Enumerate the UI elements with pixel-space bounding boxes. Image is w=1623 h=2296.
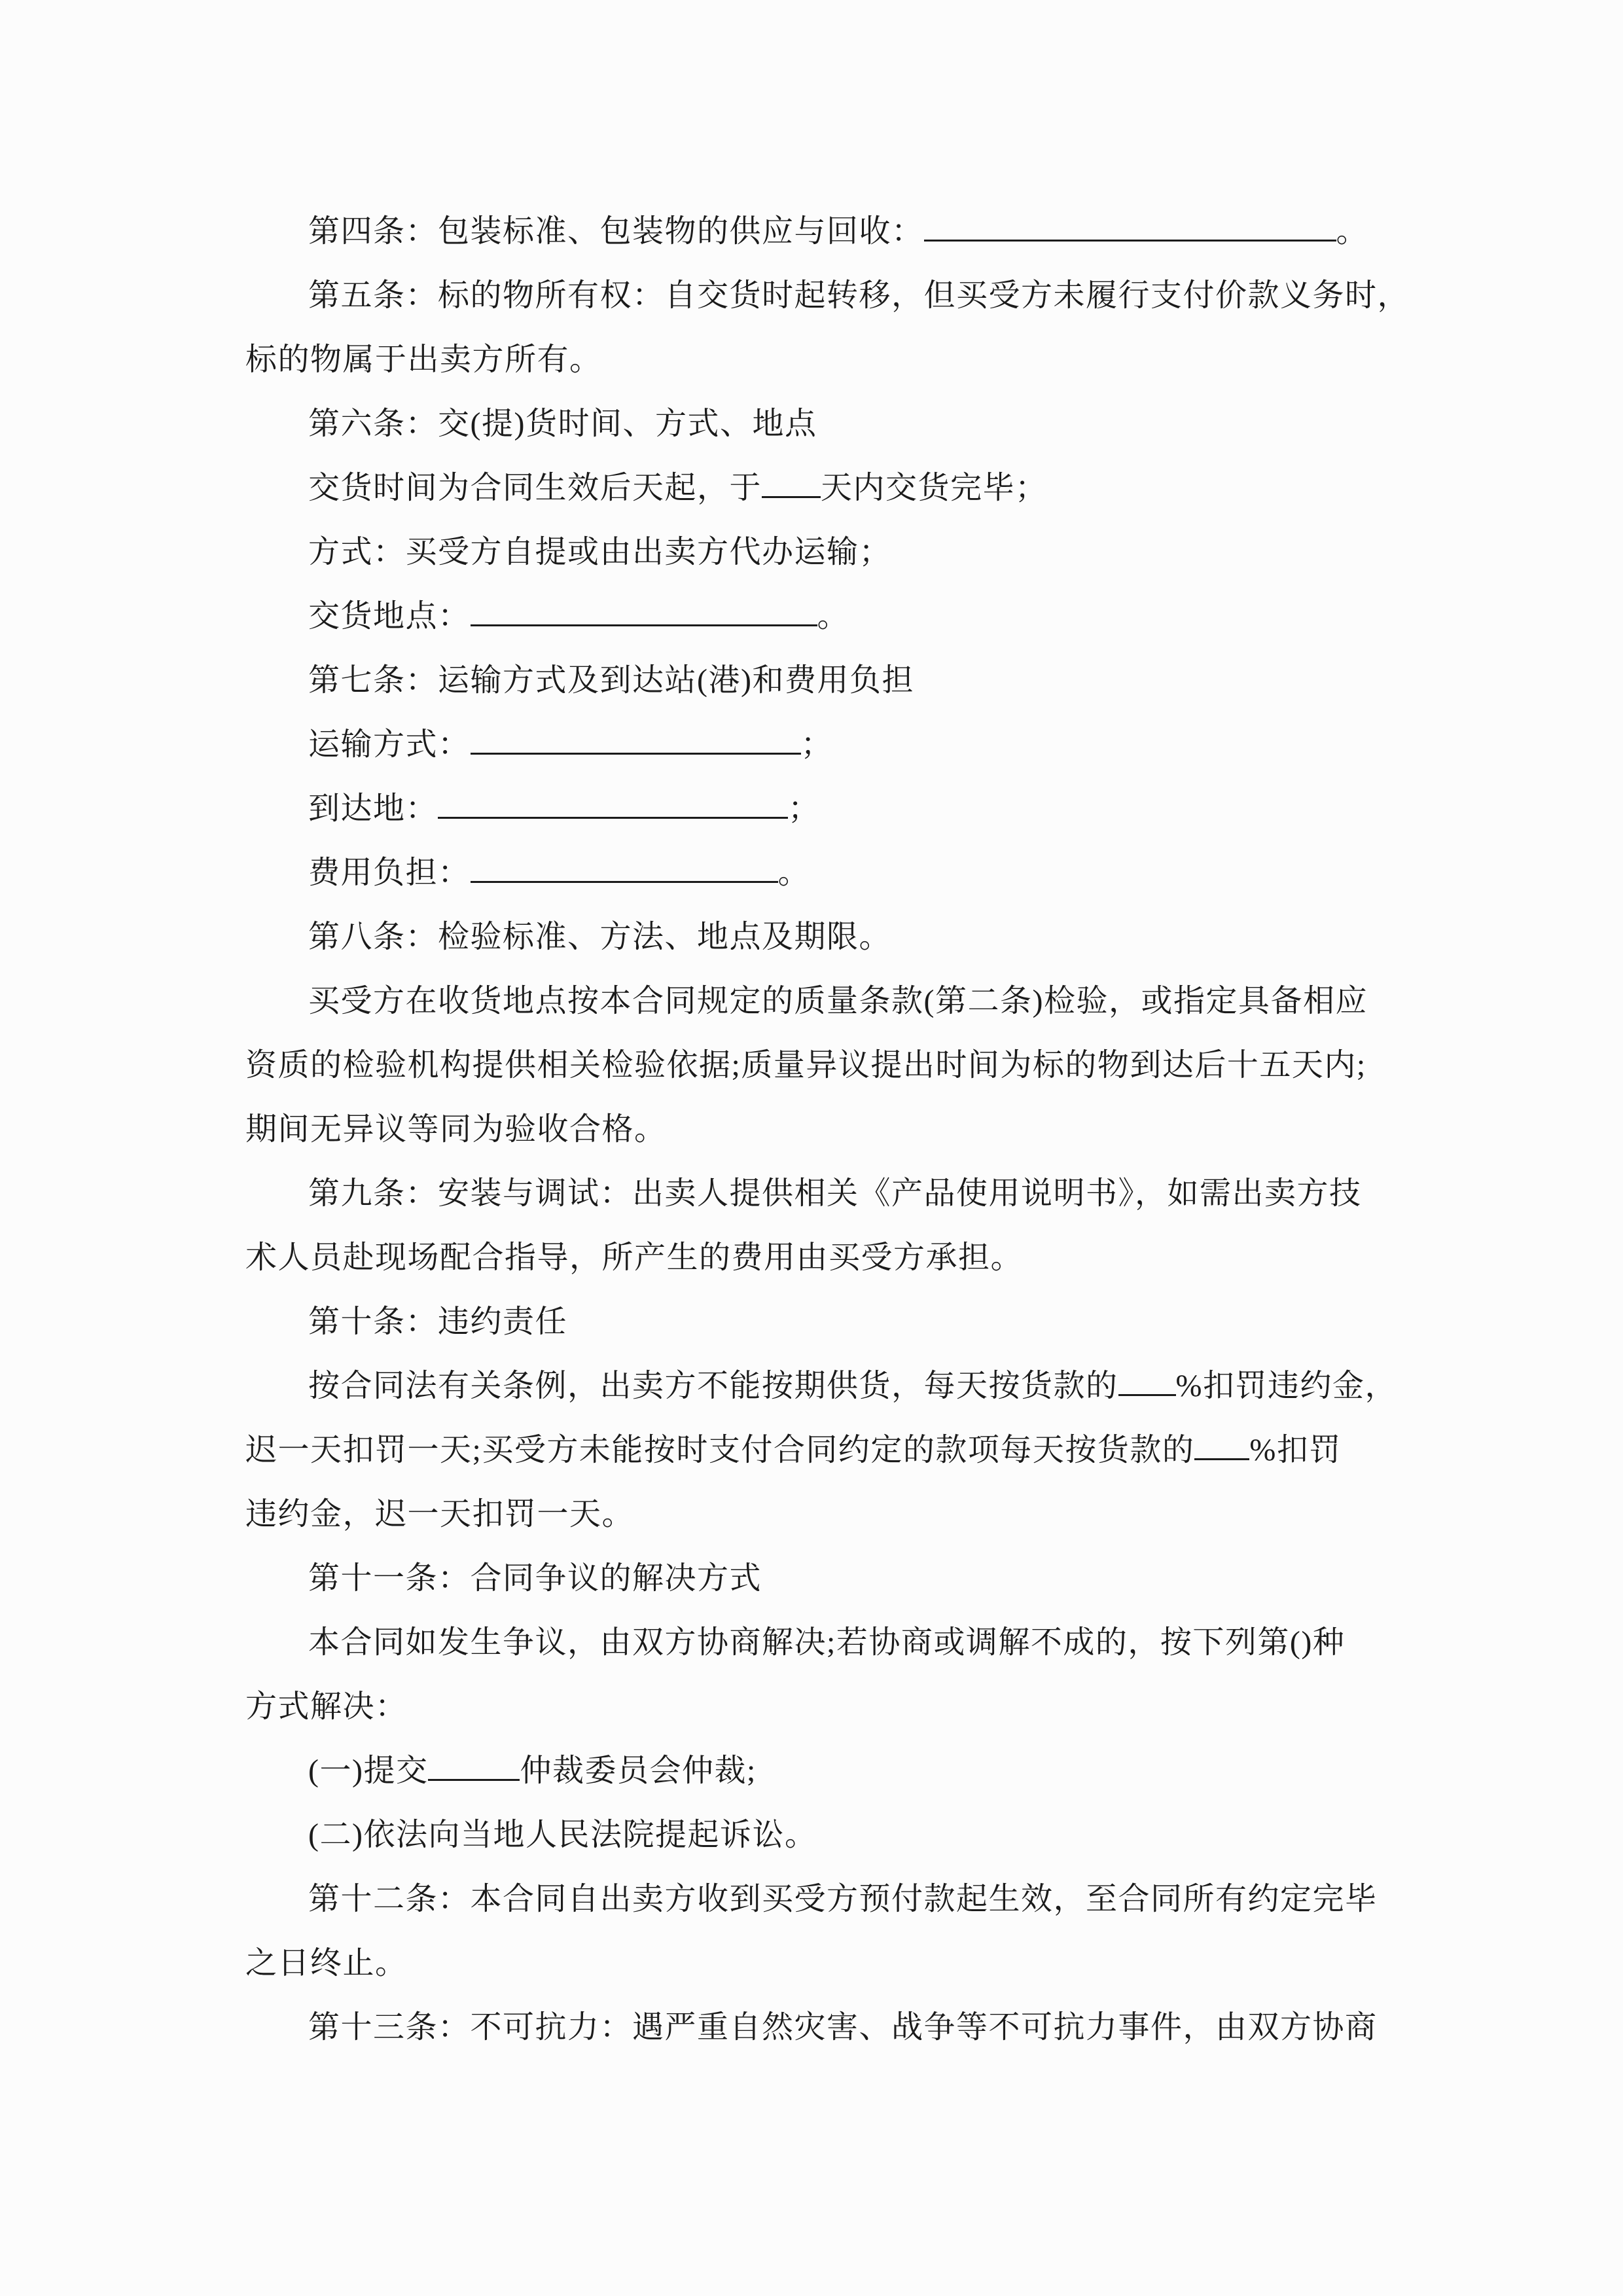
text-run: 资质的检验机构提供相关检验依据;质量异议提出时间为标的物到达后十五天内; [245,1048,1366,1083]
text-run: 术人员赴现场配合指导，所产生的费用由买受方承担。 [245,1240,1024,1275]
text-run: 第十二条：本合同自出卖方收到买受方预付款起生效，至合同所有约定完毕 [308,1882,1378,1916]
text-run: 。 [777,855,811,890]
text-line [245,1611,1381,1675]
text-run: 运输方式： [308,727,471,762]
text-line [245,1739,1381,1803]
text-run: (一)提交 [308,1753,429,1788]
text-line [245,1675,1381,1739]
text-run: 。 [817,599,850,634]
text-line [245,1226,1381,1290]
text-run: 违约金，迟一天扣罚一天。 [245,1497,635,1532]
text-run: ； [788,791,821,826]
blank-underline [428,1750,520,1781]
text-run: 第十三条：不可抗力：遇严重自然灾害、战争等不可抗力事件，由双方协商 [308,2010,1378,2045]
blank-underline [924,211,1336,242]
text-run: 方式：买受方自提或由出卖方代办运输； [308,535,892,569]
text-line [245,713,1381,777]
blank-underline [762,467,821,498]
text-run: 第八条：检验标准、方法、地点及期限。 [308,920,892,954]
text-line [245,200,1381,264]
text-run: 费用负担： [308,855,471,890]
blank-underline [471,596,817,626]
text-line [245,1354,1398,1418]
text-line [245,1418,1381,1482]
text-run: %扣罚违约金， [1175,1369,1398,1403]
text-run: 交货地点： [308,599,471,634]
blank-underline [1118,1365,1176,1396]
text-run: 交货时间为合同生效后天起，于 [308,471,762,505]
text-run: 。 [1336,214,1369,249]
text-line [245,584,1381,649]
blank-underline [438,788,788,819]
text-line [245,328,1381,392]
text-line [245,1098,1381,1162]
contract-body [245,200,1410,2060]
text-run: 第四条：包装标准、包装物的供应与回收： [308,214,924,249]
text-run: 第五条：标的物所有权：自交货时起转移，但买受方未履行支付价款义务时， [308,278,1410,313]
text-line [245,456,1381,520]
text-line [245,1803,1381,1867]
text-run: 第十一条：合同争议的解决方式 [308,1561,762,1596]
blank-underline [1194,1429,1249,1460]
text-line [245,520,1381,584]
text-run: 第十条：违约责任 [308,1304,568,1339]
text-line [245,1931,1381,1996]
text-line [245,1547,1381,1611]
text-run: 到达地： [308,791,438,826]
text-line [245,1482,1381,1547]
text-run: %扣罚 [1249,1433,1342,1467]
text-line [245,841,1381,905]
text-line [245,392,1381,456]
text-line [245,649,1381,713]
text-line [245,1996,1381,2060]
text-run: 期间无异议等同为验收合格。 [245,1112,667,1147]
text-run: 本合同如发生争议，由双方协商解决;若协商或调解不成的，按下列第()种 [308,1625,1346,1660]
text-line [245,777,1381,841]
text-run: 第九条：安装与调试：出卖人提供相关《产品使用说明书》，如需出卖方技 [308,1176,1362,1211]
text-line [245,905,1381,969]
text-run: 第六条：交(提)货时间、方式、地点 [308,406,817,441]
text-line [245,1290,1381,1354]
text-run: 天内交货完毕； [821,471,1048,505]
blank-underline [471,852,778,883]
text-run: (二)依法向当地人民法院提起诉讼。 [308,1818,817,1852]
blank-underline [471,724,801,755]
text-run: ； [800,727,834,762]
text-run: 标的物属于出卖方所有。 [245,342,602,377]
text-run: 迟一天扣罚一天;买受方未能按时支付合同约定的款项每天按货款的 [245,1433,1195,1467]
text-run: 第七条：运输方式及到达站(港)和费用负担 [308,663,914,698]
text-run: 按合同法有关条例，出卖方不能按期供货，每天按货款的 [308,1369,1118,1403]
text-run: 仲裁委员会仲裁; [520,1753,757,1788]
text-run: 之日终止。 [245,1946,408,1981]
text-line [245,1033,1381,1098]
text-line [245,264,1410,328]
text-run: 方式解决： [245,1689,408,1724]
text-line [245,1867,1381,1931]
text-run: 买受方在收货地点按本合同规定的质量条款(第二条)检验，或指定具备相应 [308,984,1368,1018]
text-line [245,1162,1381,1226]
text-line [245,969,1381,1033]
